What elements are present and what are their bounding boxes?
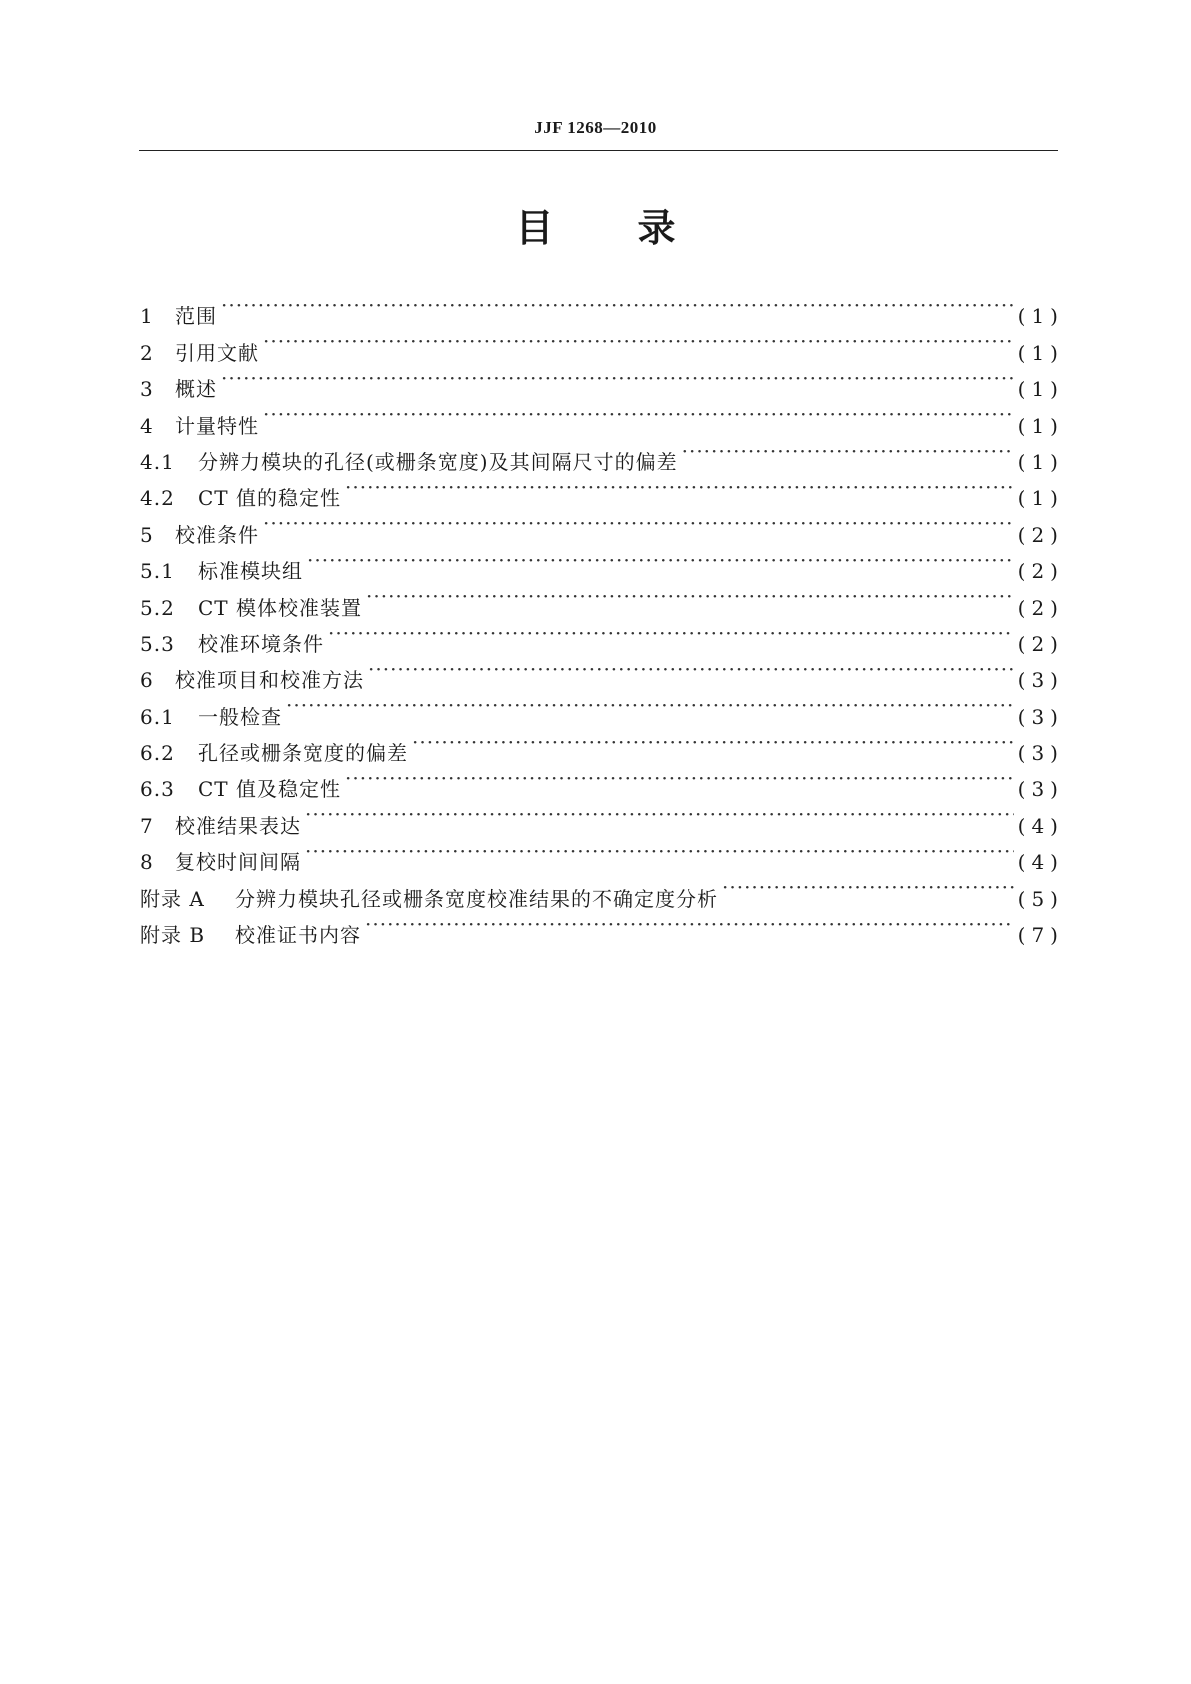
toc-entry-number: 1 [140, 304, 154, 329]
toc-entry-page: (1) [1017, 449, 1064, 474]
toc-entry-number: 6.2 [140, 741, 175, 766]
page-title [0, 204, 1191, 252]
toc-entry[interactable] [140, 505, 1064, 547]
table-of-contents [140, 287, 1064, 948]
toc-dot-leader [221, 287, 1014, 323]
toc-entry-title: 引用文献 [175, 340, 259, 365]
title-char-2: 录 [637, 206, 676, 250]
toc-entry-title: CT 值的稳定性 [198, 486, 341, 511]
toc-entry-number: 附录 B [140, 923, 206, 948]
toc-entry-page: (2) [1017, 595, 1064, 620]
toc-entry-page: (7) [1017, 923, 1064, 948]
toc-dot-leader [286, 687, 1014, 723]
toc-entry-title: 孔径或栅条宽度的偏差 [198, 741, 408, 766]
toc-entry-title: 复校时间间隔 [175, 850, 301, 875]
toc-entry-title: 标准模块组 [198, 559, 303, 584]
title-char-1: 目 [515, 206, 554, 250]
toc-entry-number: 2 [140, 340, 154, 365]
toc-dot-leader [305, 796, 1014, 832]
toc-entry-number: 6.3 [140, 777, 175, 802]
toc-entry-title: 分辨力模块孔径或栅条宽度校准结果的不确定度分析 [235, 886, 718, 911]
toc-entry[interactable] [140, 287, 1064, 329]
toc-entry-title: CT 值及稳定性 [198, 777, 341, 802]
toc-entry-title: 分辨力模块的孔径(或栅条宽度)及其间隔尺寸的偏差 [198, 449, 678, 474]
toc-entry-number: 6.1 [140, 704, 175, 729]
toc-entry-page: (1) [1017, 340, 1064, 365]
toc-entry-page: (1) [1017, 304, 1064, 329]
toc-entry-page: (2) [1017, 559, 1064, 584]
toc-entry-page: (1) [1017, 486, 1064, 511]
toc-entry-number: 6 [140, 668, 154, 693]
toc-entry-page: (4) [1017, 850, 1064, 875]
toc-dot-leader [221, 360, 1014, 396]
toc-entry[interactable] [140, 360, 1064, 402]
toc-dot-leader [366, 578, 1014, 614]
toc-entry-page: (2) [1017, 631, 1064, 656]
toc-entry-page: (3) [1017, 668, 1064, 693]
toc-dot-leader [305, 833, 1014, 869]
toc-entry[interactable] [140, 396, 1064, 438]
toc-entry-page: (5) [1017, 886, 1064, 911]
toc-entry-title: 校准证书内容 [235, 923, 361, 948]
toc-entry-number: 5.2 [140, 595, 175, 620]
toc-entry-page: (1) [1017, 413, 1064, 438]
toc-dot-leader [412, 724, 1014, 760]
toc-entry-title: 一般检查 [198, 704, 282, 729]
toc-entry-number: 4 [140, 413, 154, 438]
toc-entry-number: 5 [140, 522, 154, 547]
toc-dot-leader [307, 542, 1014, 578]
toc-entry-title: 计量特性 [175, 413, 259, 438]
toc-entry-number: 8 [140, 850, 154, 875]
toc-entry-title: 范围 [175, 304, 217, 329]
toc-dot-leader [345, 469, 1014, 505]
toc-entry-title: 校准环境条件 [198, 631, 324, 656]
toc-entry-page: (4) [1017, 813, 1064, 838]
toc-entry-number: 4.1 [140, 449, 175, 474]
toc-entry-number: 5.3 [140, 631, 175, 656]
toc-entry-page: (3) [1017, 704, 1064, 729]
toc-entry[interactable] [140, 323, 1064, 365]
toc-entry-number: 5.1 [140, 559, 175, 584]
toc-entry-page: (3) [1017, 741, 1064, 766]
toc-dot-leader [682, 433, 1014, 469]
toc-entry-page: (1) [1017, 377, 1064, 402]
toc-dot-leader [365, 906, 1014, 942]
toc-dot-leader [345, 760, 1014, 796]
toc-entry-number: 附录 A [140, 886, 205, 911]
toc-entry[interactable] [140, 542, 1064, 584]
toc-entry[interactable] [140, 433, 1064, 474]
toc-dot-leader [328, 615, 1014, 651]
toc-entry-page: (3) [1017, 777, 1064, 802]
toc-dot-leader [263, 396, 1014, 432]
toc-dot-leader [263, 323, 1014, 359]
toc-entry-title: CT 模体校准装置 [198, 595, 362, 620]
toc-dot-leader [368, 651, 1014, 687]
toc-entry-title: 校准项目和校准方法 [175, 668, 364, 693]
toc-entry-title: 校准条件 [175, 522, 259, 547]
toc-entry-title: 校准结果表达 [175, 813, 301, 838]
toc-entry-title: 概述 [175, 377, 217, 402]
toc-entry-number: 4.2 [140, 486, 175, 511]
header-rule [139, 150, 1058, 151]
toc-entry-number: 7 [140, 813, 154, 838]
toc-entry-number: 3 [140, 377, 154, 402]
toc-entry-page: (2) [1017, 522, 1064, 547]
toc-dot-leader [263, 505, 1014, 541]
toc-dot-leader [722, 869, 1014, 905]
document-code-header: JJF 1268—2010 [534, 118, 657, 137]
